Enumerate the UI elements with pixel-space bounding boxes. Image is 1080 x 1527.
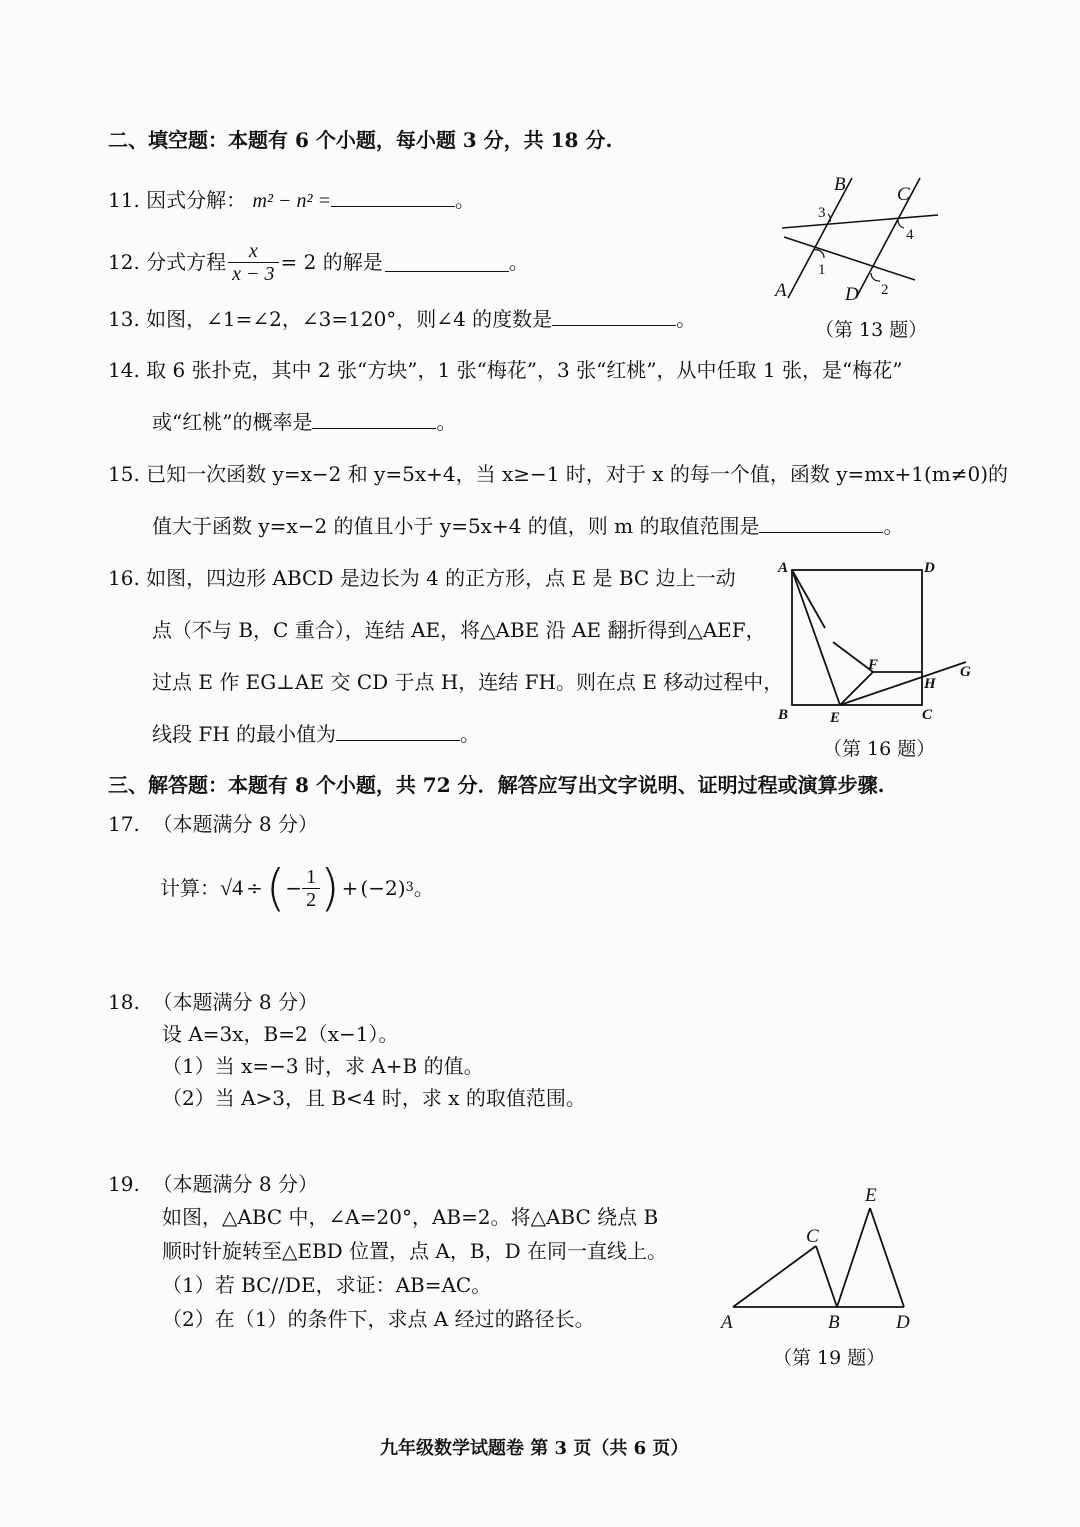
question-15-line-2 bbox=[152, 514, 903, 538]
sqrt-term: √4 bbox=[220, 875, 244, 900]
question-18-header bbox=[108, 990, 318, 1014]
label-d: D bbox=[924, 560, 935, 576]
fraction-denominator: 2 bbox=[306, 888, 317, 911]
angle-label-1: 1 bbox=[818, 262, 826, 278]
angle-label-4: 4 bbox=[906, 227, 914, 243]
section-2-heading: 二、填空题：本题有 6 个小题，每小题 3 分，共 18 分. bbox=[108, 128, 613, 152]
question-17-expression: 计算： √4 ÷ ( − $\frac{1}{2}$ ) + (−2) 3 。 bbox=[160, 859, 434, 917]
label-d: D bbox=[845, 284, 859, 305]
question-text: 如图，∠1=∠2，∠3=120°，则∠4 的度数是 bbox=[146, 307, 553, 331]
figure-16-caption: （第 16 题） bbox=[823, 738, 936, 760]
transversal-bottom bbox=[784, 237, 915, 280]
answer-blank bbox=[336, 722, 460, 741]
label-b: B bbox=[778, 707, 789, 723]
punctuation: 。 bbox=[454, 188, 475, 212]
label-c: C bbox=[897, 184, 910, 205]
figure-19 bbox=[715, 1180, 930, 1340]
label-f: F bbox=[868, 657, 879, 673]
question-text: 分式方程 bbox=[146, 250, 227, 274]
score-note: （本题满分 8 分） bbox=[152, 1172, 318, 1196]
answer-blank bbox=[312, 410, 436, 429]
question-text: 已知一次函数 y=x−2 和 y=5x+4，当 x≥−1 时，对于 x 的每一个值，函数 y=mx+1(m≠0)的 bbox=[146, 462, 1009, 486]
label-c: C bbox=[806, 1226, 819, 1247]
question-12 bbox=[108, 236, 529, 288]
question-14-line-2 bbox=[152, 410, 456, 434]
question-19-line-2: 顺时针旋转至△EBD 位置，点 A，B，D 在同一直线上。 bbox=[162, 1239, 667, 1263]
punctuation: 。 bbox=[413, 876, 434, 900]
angle-label-3: 3 bbox=[818, 205, 826, 221]
segment-af-solid bbox=[792, 570, 825, 628]
question-18-part-2: （2）当 A>3，且 B<4 时，求 x 的取值范围。 bbox=[162, 1086, 586, 1110]
question-16-line-2: 点（不与 B，C 重合），连结 AE，将△ABE 沿 AE 翻折得到△AEF， bbox=[152, 618, 766, 642]
paren-open: ( bbox=[265, 859, 286, 917]
page-footer: 九年级数学试题卷 第 3 页（共 6 页） bbox=[380, 1438, 689, 1459]
line-ab bbox=[788, 178, 852, 298]
question-text: 如图，四边形 ABCD 是边长为 4 的正方形，点 E 是 BC 边上一动 bbox=[146, 566, 736, 590]
fraction bbox=[228, 240, 278, 285]
divide-sign: ÷ bbox=[246, 876, 263, 900]
segment-ae bbox=[792, 570, 840, 705]
punctuation: 。 bbox=[676, 307, 697, 331]
question-number: 16. bbox=[108, 566, 140, 590]
question-number: 15. bbox=[108, 462, 140, 486]
label-b: B bbox=[828, 1312, 840, 1333]
question-15-line-1 bbox=[108, 462, 1008, 486]
question-18-line-1: 设 A=3x，B=2（x−1）。 bbox=[162, 1022, 399, 1046]
transversal-top bbox=[782, 215, 938, 228]
answer-blank bbox=[385, 253, 509, 272]
figure-13-caption: （第 13 题） bbox=[815, 319, 928, 341]
question-number: 13. bbox=[108, 307, 140, 331]
minus-sign: − bbox=[285, 876, 303, 900]
score-note: （本题满分 8 分） bbox=[152, 812, 318, 836]
punctuation: 。 bbox=[460, 722, 481, 746]
answer-blank bbox=[552, 307, 676, 326]
segment-cb bbox=[816, 1246, 837, 1307]
segment-be bbox=[837, 1208, 870, 1307]
question-13 bbox=[108, 307, 696, 331]
ray-eg bbox=[840, 662, 966, 705]
angle-label-2: 2 bbox=[881, 282, 889, 298]
label-h: H bbox=[924, 676, 936, 692]
angle-4-arc bbox=[898, 220, 904, 228]
figure-16 bbox=[770, 552, 985, 730]
question-number: 17. bbox=[108, 812, 140, 836]
question-19-part-1: （1）若 BC//DE，求证：AB=AC。 bbox=[162, 1273, 492, 1297]
question-text: 或“红桃”的概率是 bbox=[152, 410, 313, 434]
question-11 bbox=[108, 188, 475, 213]
question-19-line-1: 如图，△ABC 中，∠A=20°，AB=2。将△ABC 绕点 B bbox=[162, 1205, 659, 1229]
label-a: A bbox=[721, 1312, 733, 1333]
question-16-line-1 bbox=[108, 566, 736, 590]
label-e: E bbox=[830, 710, 841, 726]
label-c: C bbox=[922, 707, 933, 723]
segment-af-lower bbox=[833, 642, 873, 672]
question-number: 14. bbox=[108, 358, 140, 382]
question-18-part-1: （1）当 x=−3 时，求 A+B 的值。 bbox=[162, 1054, 484, 1078]
paren-close: ) bbox=[320, 859, 340, 917]
punctuation: 。 bbox=[883, 514, 904, 538]
question-14-line-1 bbox=[108, 358, 902, 382]
figure-19-caption: （第 19 题） bbox=[773, 1347, 886, 1369]
question-number: 11. bbox=[108, 188, 140, 212]
label-a: A bbox=[775, 280, 787, 301]
question-16-line-3: 过点 E 作 EG⊥AE 交 CD 于点 H，连结 FH。则在点 E 移动过程中， bbox=[152, 670, 784, 694]
punctuation: 。 bbox=[436, 410, 457, 434]
score-note: （本题满分 8 分） bbox=[152, 990, 318, 1014]
fraction-denominator: x − 3 bbox=[232, 262, 275, 285]
label-a: A bbox=[778, 560, 789, 576]
question-16-line-4 bbox=[152, 722, 480, 746]
plus-sign: + bbox=[341, 876, 359, 900]
fraction-numerator: 1 bbox=[302, 866, 320, 889]
answer-blank bbox=[331, 188, 455, 207]
question-number: 12. bbox=[108, 250, 140, 274]
question-19-part-2: （2）在（1）的条件下，求点 A 经过的路径长。 bbox=[162, 1307, 595, 1331]
math-expression: m² − n² = bbox=[252, 190, 331, 212]
question-text: 线段 FH 的最小值为 bbox=[152, 722, 337, 746]
equation-text: = 2 的解是 bbox=[280, 250, 383, 274]
fraction bbox=[302, 866, 320, 911]
question-text: 值大于函数 y=x−2 的值且小于 y=5x+4 的值，则 m 的取值范围是 bbox=[152, 514, 760, 538]
square-abcd bbox=[792, 570, 922, 705]
question-19-header bbox=[108, 1172, 318, 1196]
punctuation: 。 bbox=[508, 250, 529, 274]
label-b: B bbox=[834, 174, 846, 195]
section-3-heading: 三、解答题：本题有 8 个小题，共 72 分．解答应写出文字说明、证明过程或演算步骤. bbox=[108, 773, 885, 797]
power-base: (−2) bbox=[360, 876, 406, 900]
fraction-numerator: x bbox=[228, 240, 278, 263]
segment-ed bbox=[870, 1208, 904, 1307]
angle-2-arc bbox=[871, 273, 880, 281]
question-number: 18. bbox=[108, 990, 140, 1014]
angle-1-arc bbox=[814, 250, 824, 258]
label-g: G bbox=[960, 664, 971, 680]
question-text: 因式分解： bbox=[146, 188, 247, 212]
calc-label: 计算： bbox=[160, 876, 220, 900]
segment-ac bbox=[733, 1246, 816, 1307]
question-text: 取 6 张扑克，其中 2 张“方块”，1 张“梅花”，3 张“红桃”，从中任取 1 张，是“梅花” bbox=[146, 358, 903, 382]
answer-blank bbox=[759, 514, 883, 533]
question-number: 19. bbox=[108, 1172, 140, 1196]
question-17-header bbox=[108, 812, 318, 836]
label-e: E bbox=[865, 1185, 877, 1206]
label-d: D bbox=[896, 1312, 910, 1333]
